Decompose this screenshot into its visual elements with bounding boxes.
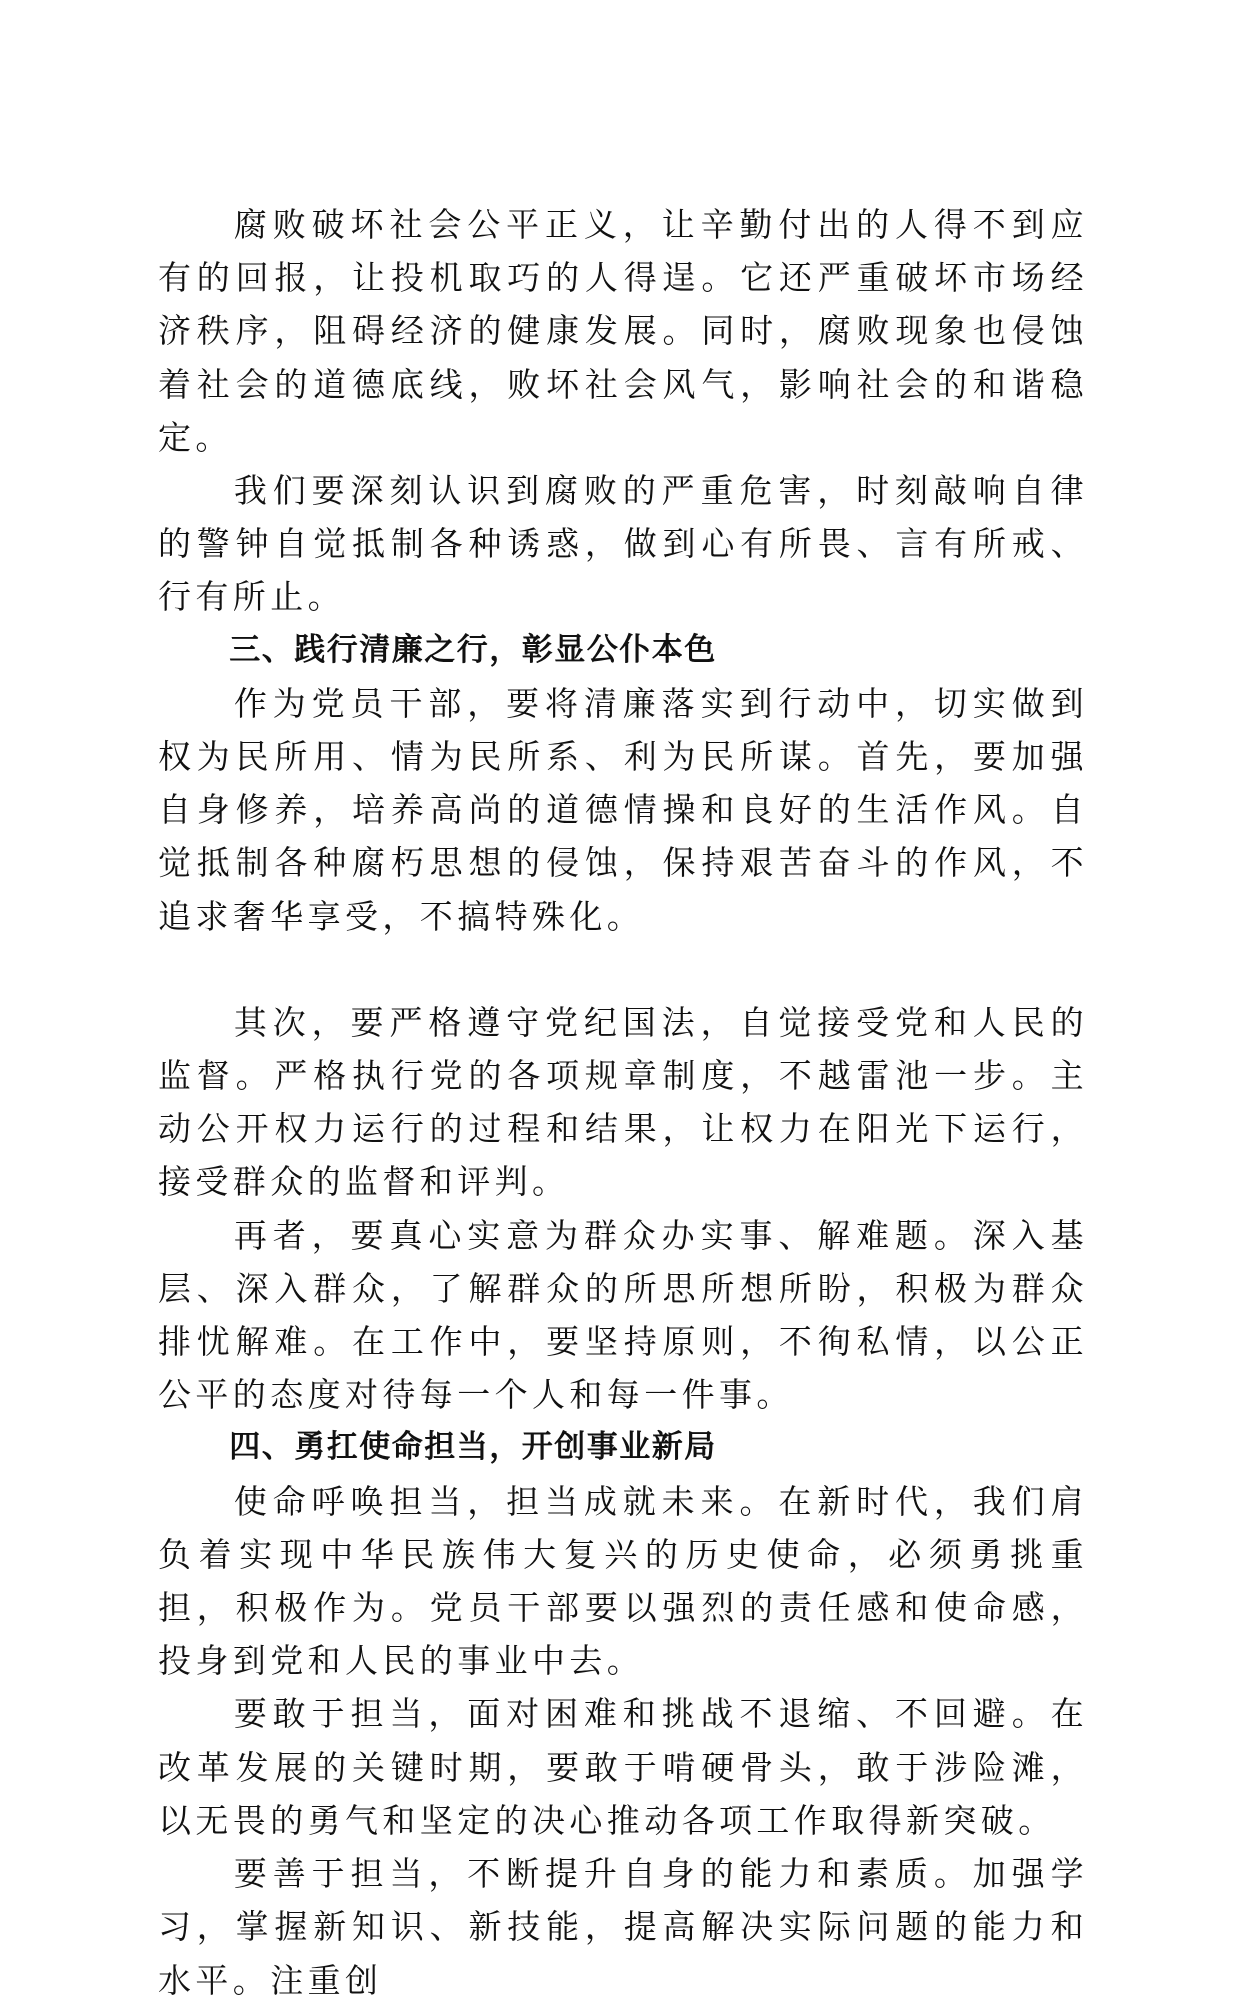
paragraph-discipline-law: 其次，要严格遵守党纪国法，自觉接受党和人民的监督。严格执行党的各项规章制度，不越雷池一步。主动公开权力运行的过程和结果，让权力在阳光下运行，接受群众的监督和评判。 [158,1002,1088,1202]
paragraph-gap [158,943,1088,996]
section-heading-3: 三、践行清廉之行，彰显公仆本色 [229,631,717,668]
paragraph-skilled-responsibility: 要善于担当，不断提升自身的能力和素质。加强学习，掌握新知识、新技能，提高解决实际问题的能力和水平。注重创 [158,1854,1088,2000]
paragraph-serve-people: 再者，要真心实意为群众办实事、解难题。深入基层、深入群众，了解群众的所思所想所盼，积极为群众排忧解难。在工作中，要坚持原则，不徇私情，以公正公平的态度对待每一个人和每一件事。 [158,1215,1088,1415]
document-body [158,198,1088,2007]
paragraph-corruption-harm: 腐败破坏社会公平正义，让辛勤付出的人得不到应有的回报，让投机取巧的人得逞。它还严重破坏市场经济秩序，阻碍经济的健康发展。同时，腐败现象也侵蚀着社会的道德底线，败坏社会风气，影响社会的和谐稳定。 [158,205,1088,457]
paragraph-dare-responsibility: 要敢于担当，面对困难和挑战不退缩、不回避。在改革发展的关键时期，要敢于啃硬骨头，敢于涉险滩，以无畏的勇气和坚定的决心推动各项工作取得新突破。 [158,1694,1088,1840]
paragraph-integrity-action: 作为党员干部，要将清廉落实到行动中，切实做到权为民所用、情为民所系、利为民所谋。首先，要加强自身修养，培养高尚的道德情操和良好的生活作风。自觉抵制各种腐朽思想的侵蚀，保持艰苦奋斗的作风，不追求奢华享受，不搞特殊化。 [158,683,1088,936]
paragraph-self-discipline: 我们要深刻认识到腐败的严重危害，时刻敲响自律的警钟自觉抵制各种诱惑，做到心有所畏、言有所戒、行有所止。 [158,471,1088,617]
section-heading-4: 四、勇扛使命担当，开创事业新局 [229,1429,717,1466]
paragraph-mission: 使命呼唤担当，担当成就未来。在新时代，我们肩负着实现中华民族伟大复兴的历史使命，必须勇挑重担，积极作为。党员干部要以强烈的责任感和使命感，投身到党和人民的事业中去。 [158,1481,1088,1681]
